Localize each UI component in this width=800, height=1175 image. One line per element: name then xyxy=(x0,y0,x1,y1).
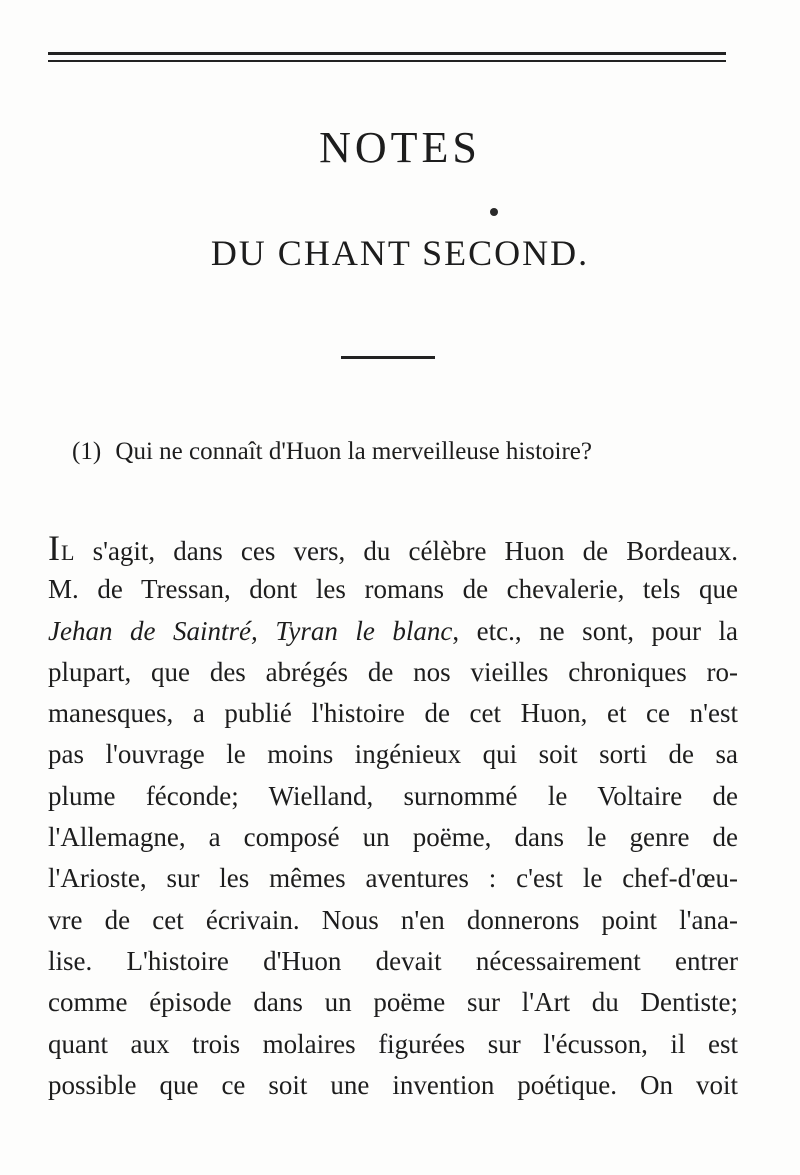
header-rule-thin xyxy=(48,60,726,62)
text-line-13: quant aux trois molaires figurées sur l'écusson, il est xyxy=(48,1028,738,1059)
text-line-4: plupart, que des abrégés de nos vieilles chroniques ro- xyxy=(48,656,738,687)
text-line-9: l'Arioste, sur les mêmes aventures : c'est le chef-d'œu- xyxy=(48,863,738,894)
work-title-saintre: Jehan de Saintré, xyxy=(48,615,258,646)
text-line-1: IL s'agit, dans ces vers, du célèbre Huon de Bordeaux. xyxy=(48,528,738,568)
text-line-3: Jehan de Saintré, Tyran le blanc, etc., ne sont, pour la xyxy=(48,615,738,646)
ornament-dot xyxy=(490,208,498,216)
text-line-10: vre de cet écrivain. Nous n'en donnerons point l'ana- xyxy=(48,904,738,935)
text-line-14: possible que ce soit une invention poétique. On voit xyxy=(48,1069,738,1100)
verse-quote xyxy=(72,438,712,466)
section-divider xyxy=(341,356,435,359)
page-subtitle: DU CHANT SECOND. xyxy=(210,233,590,273)
text-line-8: l'Allemagne, a composé un poëme, dans le genre de xyxy=(48,822,738,853)
header-rule-thick xyxy=(48,52,726,55)
note-body xyxy=(48,528,738,1106)
verse-text: Qui ne connaît d'Huon la merveilleuse histoire? xyxy=(115,438,592,465)
text-line-5: manesques, a publié l'histoire de cet Huon, et ce n'est xyxy=(48,698,738,729)
drop-cap-rest: L xyxy=(61,540,75,565)
page-title: NOTES xyxy=(319,123,481,172)
work-title-tyran: Tyran le blanc xyxy=(275,615,453,646)
text-line-11: lise. L'histoire d'Huon devait nécessairement entrer xyxy=(48,945,738,976)
text-line-6: pas l'ouvrage le moins ingénieux qui soit sorti de sa xyxy=(48,739,738,770)
text-line-12: comme épisode dans un poëme sur l'Art du Dentiste; xyxy=(48,987,738,1018)
text-line-7: plume féconde; Wielland, surnommé le Voltaire de xyxy=(48,780,738,811)
note-number: (1) xyxy=(72,438,102,465)
drop-cap: I xyxy=(48,528,61,568)
text-line-2: M. de Tressan, dont les romans de chevalerie, tels que xyxy=(48,574,738,605)
